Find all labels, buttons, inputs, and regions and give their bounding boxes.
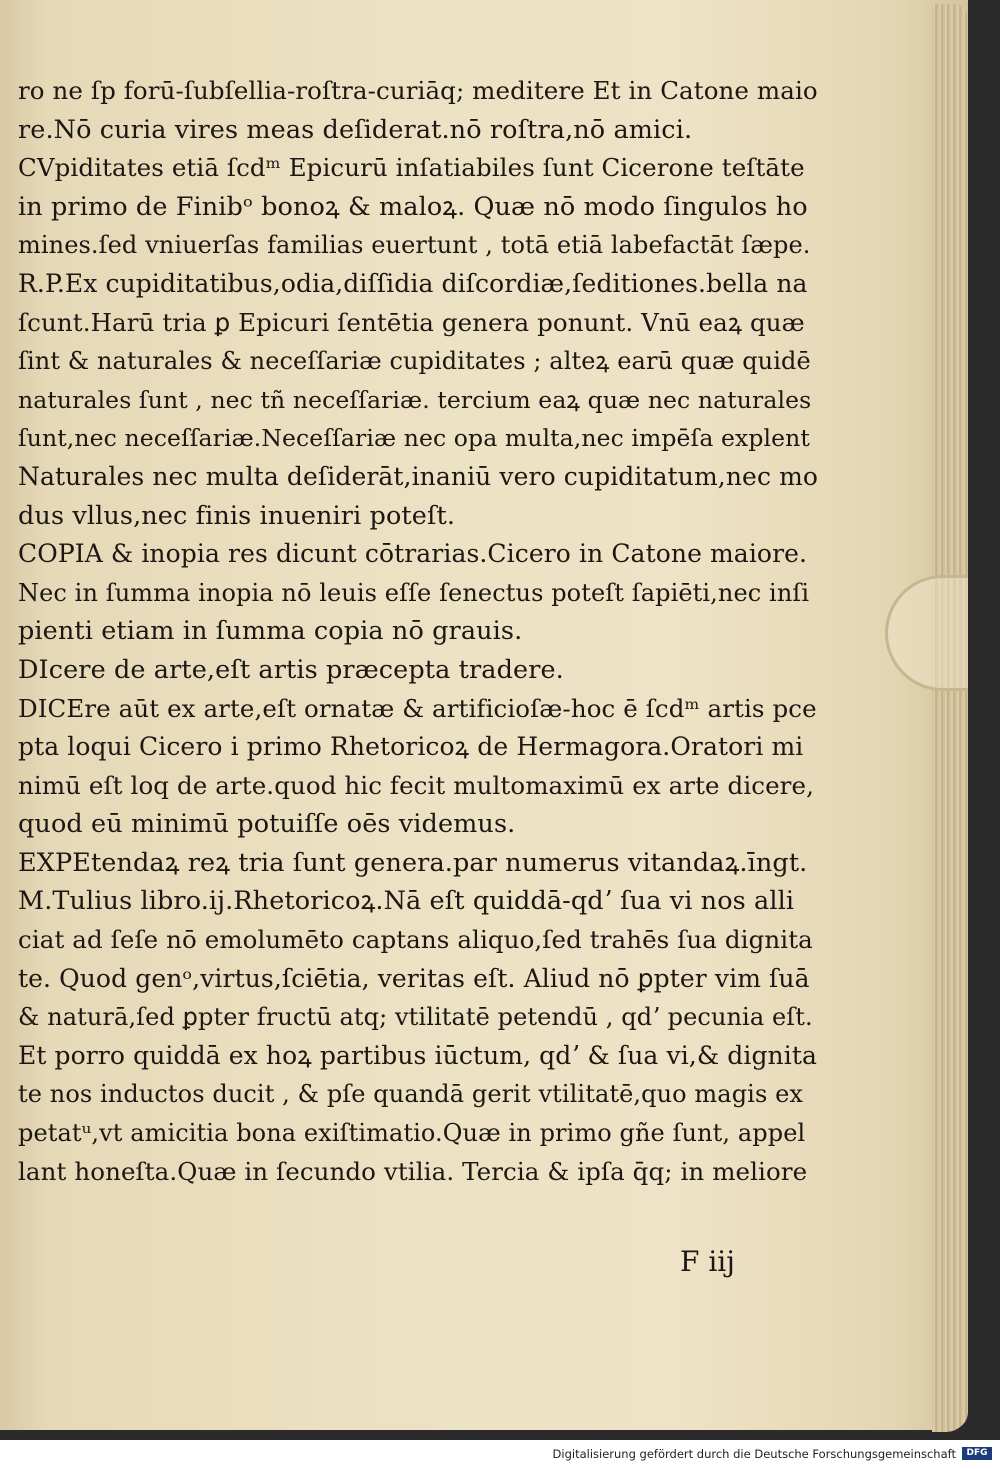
dfg-logo-icon[interactable]: DFG	[962, 1447, 992, 1460]
text-line-10: ſunt,nec neceſſariæ.Neceſſariæ nec opa multa,nec impēſa explent	[18, 424, 810, 453]
footer-bar	[0, 1440, 1000, 1469]
text-line-28: petatᵘ,vt amicitia bona exiſtimatio.Quæ in primo gñe ſunt, appel	[18, 1119, 806, 1148]
text-line-26: Et porro quiddā ex hoꝝ partibus iūctum, qdʼ & ſua vi,& dignita	[18, 1040, 817, 1070]
text-line-9: naturales ſunt , nec tñ neceſſariæ. tercium eaꝝ quæ nec naturales	[18, 385, 812, 414]
text-line-2: re.Nō curia vires meas deſiderat.nō roſtra,nō amici.	[18, 114, 693, 145]
text-line-6: R.P.Ex cupiditatibus,odia,diſſidia diſcordiæ,ſeditiones.bella na	[18, 268, 808, 298]
book-clasp-mark	[885, 575, 968, 691]
text-line-8: ſint & naturales & neceſſariæ cupiditates ; alteꝝ earū quæ quidē	[18, 347, 811, 376]
text-line-15: pienti etiam in ſumma copia nō grauis.	[18, 616, 523, 647]
text-line-12: dus vllus,nec finis inueniri poteſt.	[18, 500, 456, 531]
text-line-5: mines.ſed vniuerſas familias euertunt , totā etiā labefactāt ſæpe.	[18, 231, 811, 260]
text-line-25: & naturā,ſed ꝑpter fructū atq; vtilitatē petendū , qdʼ pecunia eſt.	[18, 1003, 813, 1032]
text-line-4: in primo de Finibᵒ bonoꝝ & maloꝝ. Quæ nō modo ſingulos ho	[18, 191, 808, 222]
text-line-16: DIcere de arte,eſt artis præcepta tradere.	[18, 654, 564, 685]
text-line-22: M.Tulius libro.ij.Rhetoricoꝝ.Nā eſt quiddā-qdʼ ſua vi nos alli	[18, 886, 795, 917]
text-line-23: ciat ad ſeſe nō emolumēto captans aliquo,ſed trahēs ſua dignita	[18, 925, 813, 955]
text-line-3: CVpiditates etiā ſcdᵐ Epicurū inſatiabiles ſunt Cicerone teſtāte	[18, 153, 805, 183]
text-block	[18, 72, 818, 1191]
text-line-19: nimū eſt loq de arte.quod hic fecit multomaximū ex arte dicere,	[18, 770, 814, 800]
footer-credit: Digitalisierung gefördert durch die Deutsche Forschungsgemeinschaft	[552, 1447, 956, 1461]
text-line-17: DICEre aūt ex arte,eſt ornatæ & artificioſæ-hoc ē ſcdᵐ artis pce	[18, 693, 817, 723]
text-line-18: pta loqui Cicero i primo Rhetoricoꝝ de Hermagora.Oratori mi	[18, 732, 804, 762]
text-line-27: te nos inductos ducit , & pſe quandā gerit vtilitatē,quo magis ex	[18, 1080, 804, 1109]
page-edges	[932, 4, 968, 1432]
signature-mark: F iij	[680, 1245, 735, 1278]
text-line-14: Nec in ſumma inopia nō leuis eſſe ſenectus poteſt ſapiēti,nec inſi	[18, 578, 810, 607]
text-line-1: ro ne ſp forū-ſubſellia-roſtra-curiāq; meditere Et in Catone maio	[18, 76, 818, 105]
text-line-24: te. Quod genᵒ,virtus,ſciētia, veritas eſt. Aliud nō ꝑpter vim ſuā	[18, 963, 810, 993]
text-line-7: ſcunt.Harū tria ꝑ Epicuri ſentētia genera ponunt. Vnū eaꝝ quæ	[18, 307, 805, 337]
text-line-20: quod eū minimū potuiſſe oēs videmus.	[18, 809, 516, 840]
text-line-11: Naturales nec multa deſiderāt,inaniū vero cupiditatum,nec mo	[18, 461, 819, 491]
text-line-21: EXPEtendaꝝ reꝝ tria ſunt genera.par numerus vitandaꝝ.īngt.	[18, 847, 808, 878]
text-line-29: lant honeſta.Quæ in ſecundo vtilia. Tercia & ipſa q̄q; in meliore	[18, 1156, 808, 1186]
text-line-13: COPIA & inopia res dicunt cōtrarias.Cicero in Catone maiore.	[18, 539, 808, 569]
